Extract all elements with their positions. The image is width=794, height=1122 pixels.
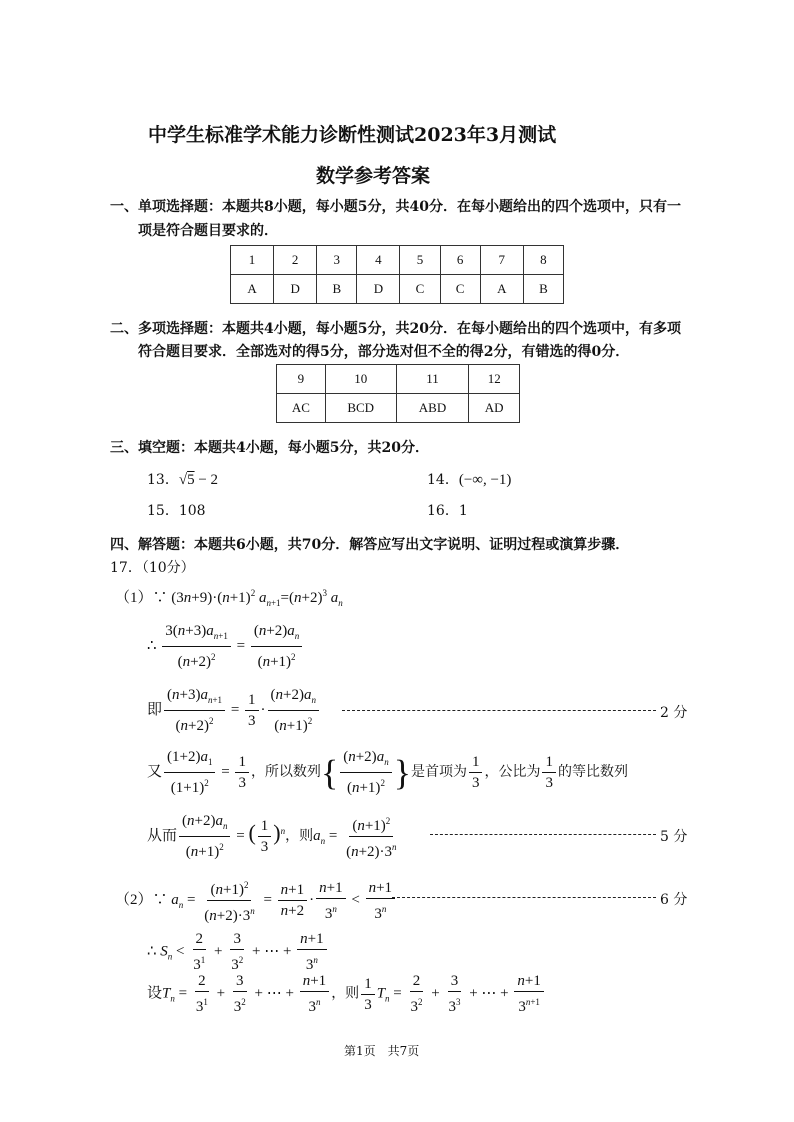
q14-number: 14．: [427, 472, 459, 488]
score-leader-2: [430, 834, 656, 835]
table-cell: 11: [396, 365, 469, 394]
score-2: 2 分: [660, 705, 688, 721]
q13-number: 13．: [147, 472, 179, 488]
eq-you: 又 $\frac{(1+2)a_1}{(1+1)^2}$ = $\frac{1}{3}$ ，所以数列{ $\frac{(n+2)a_n}{(n+1)^2}$ }是首项为 $\frac{1}{3}$ ，公比为 $\frac{1}{3}$ 的等比数列: [147, 749, 628, 796]
table-cell: D: [274, 275, 317, 304]
table-cell: C: [400, 275, 440, 304]
q16-answer: 16．1: [427, 503, 468, 519]
eq-recurrence: （1）∵ $(3n+9)\cdot(n+1)^2$ $a_{n+1}=(n+2)^3$ $a_n$: [115, 588, 343, 608]
table-cell: 1: [231, 246, 274, 275]
table-cell: 10: [325, 365, 396, 394]
eq-therefore-1: ∴ $\frac{3(n+3)a_{n+1}}{(n+2)^2}$ = $\frac{(n+2)a_n}{(n+1)^2}$: [147, 622, 304, 671]
section4-line: 四、解答题：本题共6小题，共70分．解答应写出文字说明、证明过程或演算步骤．: [110, 537, 630, 553]
table-cell: 3: [317, 246, 357, 275]
table-cell: D: [357, 275, 400, 304]
table-cell: 6: [440, 246, 480, 275]
she-label: 设: [147, 985, 163, 1002]
you-label: 又: [147, 763, 163, 780]
table-cell: 5: [400, 246, 440, 275]
score-5: 5 分: [660, 829, 688, 845]
eq-conger: 从而 $\frac{(n+2)a_n}{(n+1)^2}$ = ( $\frac{1}{3}$ )$^n$，则$a_n$ = $\frac{(n+1)^2}{(n+2)\cdot 3^n}$: [147, 813, 397, 860]
section1-line1: 一、单项选择题：本题共8小题，每小题5分，共40分．在每小题给出的四个选项中，只有一: [110, 199, 681, 215]
table-cell: A: [231, 275, 274, 304]
table-cell: B: [523, 275, 563, 304]
table-cell: 7: [480, 246, 523, 275]
q15-answer: 15．108: [147, 503, 206, 519]
score-leader-1: [342, 710, 656, 711]
table-cell: C: [440, 275, 480, 304]
page-title: 中学生标准学术能力诊断性测试2023年3月测试: [148, 124, 557, 146]
multi-choice-table: [276, 364, 520, 423]
part1-label: （1）: [115, 590, 153, 606]
eq-sn: ∴ $S_n$ < $\frac{2}{3^1}$ + $\frac{3}{3^2}$ + ⋯ + $\frac{n+1}{3^n}$: [147, 930, 329, 974]
conger-label: 从而: [147, 827, 178, 844]
ze-text: ，则: [285, 828, 314, 844]
table-cell: ABD: [396, 394, 469, 423]
score-leader-3: [392, 897, 656, 898]
section2-line2: 符合题目要求．全部选对的得5分，部分选对但不全的得2分，有错选的得0分．: [138, 344, 630, 360]
table-cell: 12: [469, 365, 520, 394]
eq-tn: 设$T_n$ = $\frac{2}{3^1}$ + $\frac{3}{3^2}$ + ⋯ + $\frac{n+1}{3^n}$ ，则 $\frac{1}{3}$ $T_n$ = $\frac{2}{3^2}$ + $\frac{3}{3^3}$ + ⋯ + $\frac{n+1}{3^{n+1}}$: [147, 972, 546, 1016]
table-cell: 4: [357, 246, 400, 275]
score-6: 6 分: [660, 892, 688, 908]
table-cell: BCD: [325, 394, 396, 423]
table-cell: A: [480, 275, 523, 304]
q14-answer: 14．(−∞, −1): [427, 472, 512, 488]
eq-ji: 即 $\frac{(n+3)a_{n+1}}{(n+2)^2}$ = $\frac{1}{3}$ · $\frac{(n+2)a_n}{(n+1)^2}$: [147, 686, 321, 735]
suoyi-text: ，所以数列: [250, 764, 321, 780]
ji-label: 即: [147, 701, 163, 718]
ze2-text: ，则: [331, 986, 360, 1002]
q13-answer: 13．√5 − 2: [147, 472, 219, 488]
single-choice-table: [230, 245, 564, 304]
table-cell: AD: [469, 394, 520, 423]
dengbi-text: 的等比数列: [557, 764, 628, 780]
eq-part2: （2）∵ $a_n$ = $\frac{(n+1)^2}{(n+2)\cdot 3^n}$ = $\frac{n+1}{n+2}$ · $\frac{n+1}{3^n}$ < $\frac{n+1}{3^n}$: [115, 876, 397, 925]
shoux-text: 是首项为: [410, 764, 467, 780]
gongbi-text: ，公比为: [484, 764, 541, 780]
q17-label: 17．（10分）: [110, 560, 195, 576]
part2-label: （2）: [115, 891, 153, 908]
section3-line: 三、填空题：本题共4小题，每小题5分，共20分．: [110, 440, 429, 456]
section1-line2: 项是符合题目要求的．: [138, 223, 278, 239]
table-cell: AC: [277, 394, 326, 423]
table-cell: 8: [523, 246, 563, 275]
section2-line1: 二、多项选择题：本题共4小题，每小题5分，共20分．在每小题给出的四个选项中，有多项: [110, 321, 681, 337]
table-cell: 2: [274, 246, 317, 275]
page-footer: 第1页 共7页: [344, 1044, 420, 1058]
page-subtitle: 数学参考答案: [316, 165, 431, 187]
table-cell: B: [317, 275, 357, 304]
table-cell: 9: [277, 365, 326, 394]
